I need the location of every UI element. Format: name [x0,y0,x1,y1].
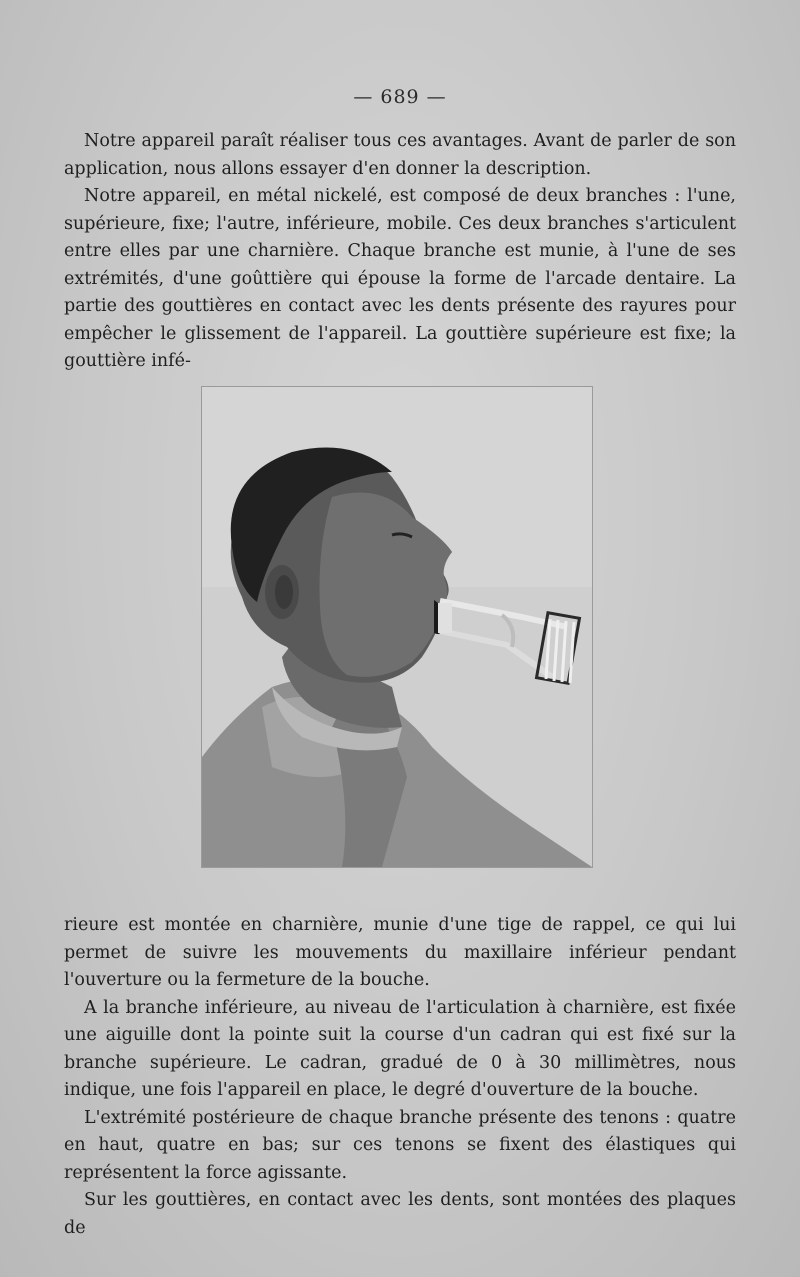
paragraph: rieure est montée en charnière, munie d'une tige de rappel, ce qui lui permet de suivre les mouvements du maxillaire inférieur pendant l'ouverture ou la fermeture de la bouche. [64,915,736,990]
text-block-bottom [64,912,736,1242]
paragraph: Sur les gouttières, en contact avec les dents, sont montées des plaques de [64,1190,736,1238]
paragraph: Notre appareil, en métal nickelé, est composé de deux branches : l'une, supérieure, fixe; l'autre, inférieure, mobile. Ces deux branches s'articulent entre elles par une charnière. Chaque branche est munie, à l'une de ses extrémités, d'une goûttière qui épouse la forme de l'arcade dentaire. La partie des gouttières en contact avec les dents présente des rayures pour empêcher le glissement de l'appareil. La gouttière supérieure est fixe; la gouttière infé- [64,186,736,371]
paragraph: L'extrémité postérieure de chaque branche présente des tenons : quatre en haut, quatre en bas; sur ces tenons se fixent des élastiques qui représentent la force agissante. [64,1107,736,1183]
photograph-drawing [202,387,592,867]
photograph-patient-with-mouth-gag [202,387,592,867]
page-number: — 689 — [353,86,447,108]
paragraph: Notre appareil paraît réaliser tous ces avantages. Avant de parler de son application, nous allons essayer d'en donner la description. [64,131,736,179]
paragraph: A la branche inférieure, au niveau de l'articulation à charnière, est fixée une aiguille dont la pointe suit la course d'un cadran qui est fixé sur la branche supérieure. Le cadran, gradué de 0 à 30 millimètres, nous indique, une fois l'appareil en place, le degré d'ouverture de la bouche. [64,997,736,1100]
text-block-top [64,128,736,376]
